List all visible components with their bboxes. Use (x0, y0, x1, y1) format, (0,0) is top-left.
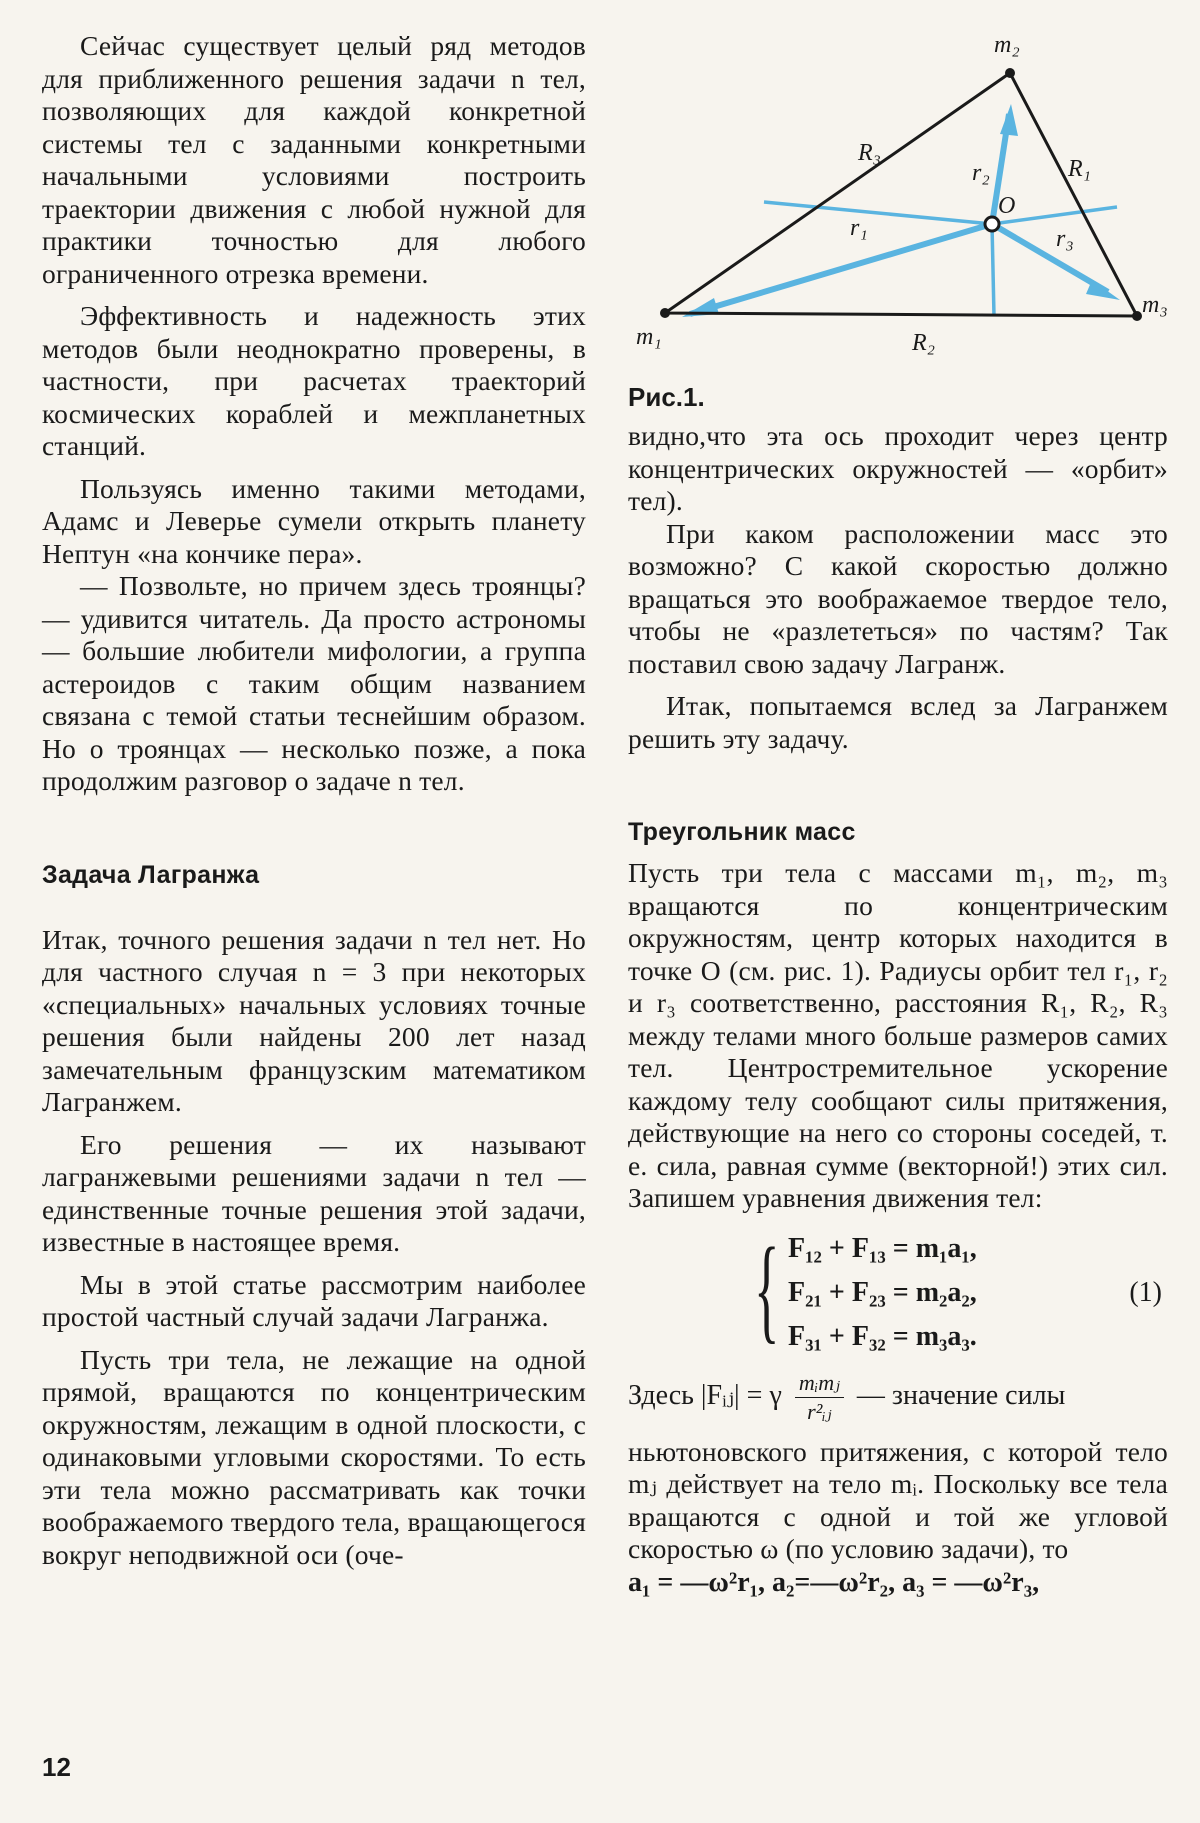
paragraph: Итак, точного решения задачи n тел нет. Но для частного случая n = 3 при некоторых «специальных» начальных условиях точные решения были найдены 200 лет назад замечательным французским математиком Лагранжем. (42, 923, 586, 1117)
paragraph: Его решения — их называют лагранжевыми решениями задачи n тел — единственные точные решения этой задачи, известные в настоящее время. (42, 1128, 586, 1257)
equation-line: F₁₂ + F₁₃ = m₁a₁, (788, 1232, 977, 1264)
label-m2: m₂ (994, 32, 1020, 58)
figure-caption: Рис.1. (628, 382, 705, 412)
triangle-of-masses-figure (620, 30, 1180, 370)
label-r3: r₃ (1056, 226, 1074, 252)
label-r1: r₁ (850, 215, 868, 241)
paragraph: Пользуясь именно такими методами, Адамс и Леверье сумели открыть планету Нептун «на кончике пера». (42, 472, 586, 569)
paragraph: — Позвольте, но причем здесь троянцы? — удивится читатель. Да просто астрономы — большие любители мифологии, а группа астероидов с таким общим названием связана с темой статьи теснейшим образом. Но о троянцах — несколько позже, а пока продолжим разговор о задаче n тел. (42, 570, 586, 796)
mass-point-m2 (1005, 68, 1015, 78)
formula-lead: Здесь |Fᵢⱼ| = γ (628, 1379, 782, 1411)
mass-point-m1 (660, 308, 670, 318)
formula-fraction (795, 1369, 844, 1426)
fraction-denominator: r²ᵢⱼ (807, 1398, 832, 1424)
paragraph: Мы в этой статье рассмотрим наиболее простой частный случай задачи Лагранжа. (42, 1268, 586, 1332)
perpendicular-line (992, 224, 994, 316)
paragraph: видно,что эта ось проходит через центр концентрических окружностей — «орбит» тел). (628, 420, 1168, 516)
equation-system (628, 1222, 1168, 1363)
label-R1: R₁ (1068, 156, 1092, 182)
label-m3: m₃ (1142, 292, 1168, 318)
section-heading-mass-triangle: Треугольник масс (628, 818, 856, 846)
label-m1: m₁ (636, 324, 662, 350)
acceleration-formula: a₁ = —ω²r₁, a₂=—ω²r₂, a₃ = —ω²r₃, (628, 1566, 1040, 1598)
paragraph: Эффективность и надежность этих методов были неоднократно проверены, в частности, при расчетах траекторий космических кораблей и межпланетных станций. (42, 300, 586, 461)
page-number: 12 (42, 1752, 71, 1782)
left-column (42, 30, 586, 1571)
equation-line: F₂₁ + F₂₃ = m₂a₂, (788, 1276, 977, 1308)
formula-tail: — значение силы (856, 1379, 1066, 1411)
force-formula (628, 1369, 1168, 1426)
r1-vector (690, 224, 992, 314)
fraction-numerator: mᵢmⱼ (795, 1369, 844, 1398)
equation-line: F₃₁ + F₃₂ = m₃a₃. (788, 1320, 977, 1352)
paragraph: Итак, попытаемся вслед за Лагранжем решить эту задачу. (628, 690, 1168, 754)
section-heading-lagrange: Задача Лагранжа (42, 860, 260, 889)
label-o: O (998, 193, 1016, 219)
r3-arrowhead (1086, 280, 1120, 300)
label-R2: R₂ (912, 330, 936, 356)
r2-arrowhead (1000, 104, 1018, 136)
mass-point-m3 (1132, 311, 1142, 321)
equation-brace: { (754, 1222, 780, 1354)
paragraph: Сейчас существует целый ряд методов для приближенного решения задачи n тел, позволяющих для каждой конкретной системы тел с заданными конкретными начальными условиями построить траектории движения с любой нужной для практики точностью для любого ограниченного отрезка времени. (42, 30, 586, 289)
paragraph: ньютоновского притяжения, с которой тело mⱼ действует на тело mᵢ. Поскольку все тела вращаются с одной и той же угловой скоростью ω (по условию задачи), то (628, 1435, 1168, 1564)
paragraph: При каком расположении масс это возможно? С какой скоростью должно вращаться это воображаемое твердое тело, чтобы не «разлететься» по частям? Так поставил свою задачу Лагранж. (628, 517, 1168, 679)
label-R3: R₃ (858, 140, 882, 166)
equation-number: (1) (1129, 1276, 1162, 1308)
mass-triangle (665, 73, 1137, 316)
r3-vector (992, 224, 1108, 292)
right-column (628, 420, 1168, 1600)
paragraph: Пусть три тела с массами m₁, m₂, m₃ вращаются по концентрическим окружностям, центр которых находится в точке O (см. рис. 1). Радиусы орбит тел r₁, r₂ и r₃ соответственно, расстояния R₁, R₂, R₃ между телами много больше размеров самих тел. Центростремительное ускорение каждому телу сообщают силы притяжения, действующие на него со стороны соседей, т. е. сила, равная сумме (векторной!) этих сил. Запишем уравнения движения тел: (628, 857, 1168, 1213)
paragraph: Пусть три тела, не лежащие на одной прямой, вращаются по концентрическим окружностям, лежащим в одной плоскости, с одинаковыми угловыми скоростями. То есть эти тела можно рассматривать как точки воображаемого твердого тела, вращающегося вокруг неподвижной оси (оче- (42, 1343, 586, 1570)
label-r2: r₂ (972, 160, 990, 186)
center-point-o (985, 217, 999, 231)
